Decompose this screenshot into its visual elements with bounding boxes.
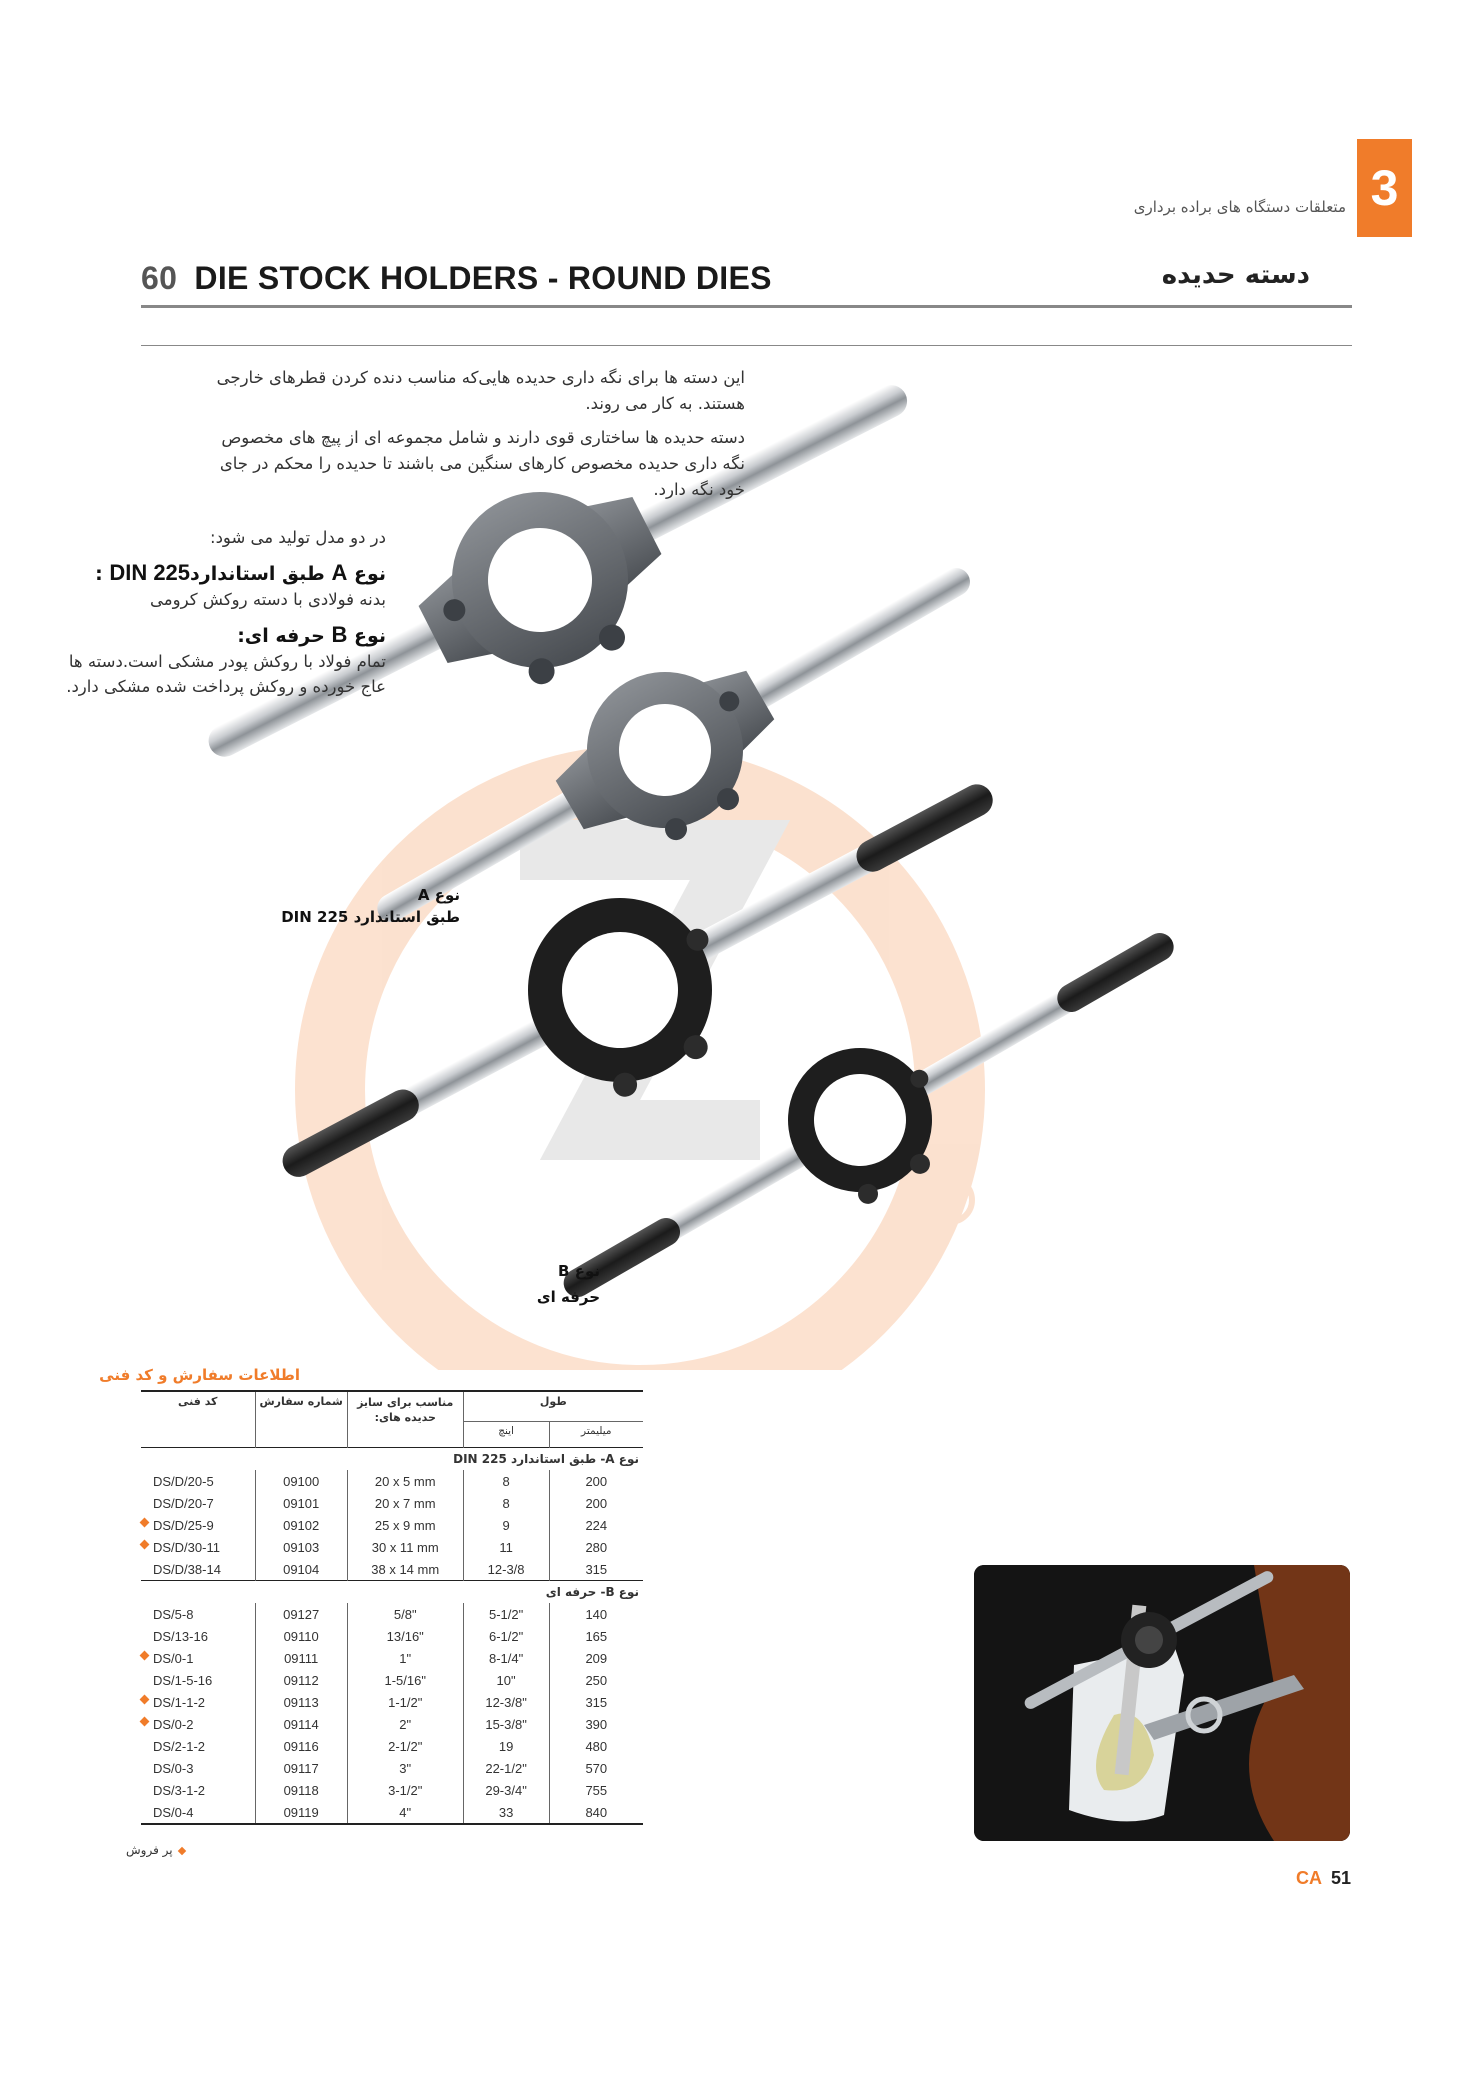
cell-suitable-size [347, 1669, 463, 1691]
cell-length-inch [463, 1713, 549, 1735]
cell-order-number [255, 1713, 347, 1735]
type-b-label: نوع [353, 625, 386, 647]
cell-order-number [255, 1647, 347, 1669]
cell-length-mm [549, 1514, 643, 1536]
cell-length-inch-text: 19 [498, 1738, 514, 1754]
cell-suitable-size [347, 1779, 463, 1801]
group-label-type-b: نوع B- حرفه ای [141, 1581, 643, 1604]
table-row [141, 1470, 643, 1492]
cell-length-mm [549, 1801, 643, 1824]
best-seller-marker-icon [140, 1717, 150, 1727]
cell-suitable-size-text: 1" [399, 1650, 412, 1666]
cell-length-mm-text: 390 [585, 1716, 608, 1732]
cell-code-text: DS/D/30-11 [153, 1539, 220, 1555]
cell-length-mm-text: 224 [585, 1517, 608, 1533]
cell-code [141, 1713, 255, 1735]
cell-code [141, 1536, 255, 1558]
cell-code-text: DS/0-3 [153, 1760, 194, 1776]
cell-order-number [255, 1735, 347, 1757]
type-b-description: تمام فولاد با روکش پودر مشکی است.دسته ها عاج خورده و روکش پرداخت شده مشکی دارد. [66, 652, 386, 696]
cell-length-inch-text: 5-1/2" [488, 1606, 524, 1622]
cell-code-text: DS/1-5-16 [153, 1672, 213, 1688]
header-order-number: شماره سفارش [255, 1391, 347, 1422]
cell-suitable-size-text: 2" [399, 1716, 412, 1732]
cell-length-mm-text: 570 [585, 1760, 608, 1776]
cell-suitable-size [347, 1691, 463, 1713]
cell-length-mm-text: 480 [585, 1738, 608, 1754]
header-length: طول [463, 1391, 643, 1422]
cell-order-number-text: 09117 [283, 1760, 319, 1776]
cell-order-number-text: 09114 [283, 1716, 319, 1732]
cell-length-inch-text: 33 [498, 1804, 514, 1820]
legend-label: پر فروش [126, 1843, 173, 1857]
caption-type-a-line1: نوع A [417, 886, 460, 904]
table-row [141, 1536, 643, 1558]
cell-length-inch [463, 1514, 549, 1536]
cell-suitable-size-text: 2-1/2" [388, 1738, 423, 1754]
type-a-label: نوع [353, 563, 386, 585]
cell-length-mm-text: 280 [585, 1539, 608, 1555]
type-a-description: بدنه فولادی با دسته روکش کرومی [150, 590, 386, 609]
cell-suitable-size-text: 20 x 5 mm [374, 1473, 436, 1489]
table-row [141, 1713, 643, 1735]
type-a-heading [40, 560, 386, 587]
type-a-standard: طبق استاندارد [190, 563, 325, 585]
cell-length-inch [463, 1625, 549, 1647]
cell-length-mm-text: 165 [585, 1628, 608, 1644]
cell-length-mm-text: 250 [585, 1672, 608, 1688]
group-row-type-b [141, 1581, 643, 1604]
best-seller-marker-icon [140, 1695, 150, 1705]
cell-length-inch-text: 6-1/2" [488, 1628, 524, 1644]
type-b-heading [40, 622, 386, 649]
section-number-tab: 3 [1357, 139, 1412, 237]
table-row [141, 1801, 643, 1824]
cell-length-inch-text: 10" [496, 1672, 516, 1688]
cell-code [141, 1558, 255, 1581]
title-english: DIE STOCK HOLDERS - ROUND DIES [194, 260, 772, 296]
cell-suitable-size-text: 5/8" [393, 1606, 417, 1622]
table-row [141, 1735, 643, 1757]
cell-suitable-size [347, 1801, 463, 1824]
cell-code-text: DS/0-2 [153, 1716, 194, 1732]
cell-length-inch-text: 11 [499, 1539, 513, 1555]
cell-order-number-text: 09100 [283, 1473, 320, 1489]
table-row [141, 1625, 643, 1647]
cell-length-inch [463, 1801, 549, 1824]
header-blank-2 [255, 1422, 347, 1448]
cell-code [141, 1625, 255, 1647]
cell-order-number-text: 09119 [283, 1804, 319, 1820]
cell-length-mm [549, 1470, 643, 1492]
caption-type-b-line2: حرفه ای [536, 1288, 600, 1306]
cell-length-inch-text: 8 [502, 1473, 510, 1489]
cell-length-mm [549, 1625, 643, 1647]
cell-length-mm-text: 200 [585, 1473, 608, 1489]
table-header-row [141, 1391, 643, 1422]
cell-length-inch [463, 1647, 549, 1669]
cell-order-number-text: 09101 [283, 1495, 320, 1511]
product-number: 60 [141, 260, 178, 296]
cell-length-inch-text: 9 [502, 1517, 510, 1533]
cell-code-text: DS/D/25-9 [153, 1517, 214, 1533]
cell-code [141, 1801, 255, 1824]
caption-type-a [281, 884, 460, 928]
cell-order-number [255, 1470, 347, 1492]
cell-code-text: DS/5-8 [153, 1606, 194, 1622]
cell-code [141, 1735, 255, 1757]
table-row [141, 1603, 643, 1625]
cell-length-mm-text: 200 [585, 1495, 608, 1511]
section-subtitle: متعلقات دستگاه های براده برداری [1133, 198, 1346, 216]
cell-suitable-size [347, 1735, 463, 1757]
best-seller-marker-icon [140, 1518, 150, 1528]
cell-length-inch [463, 1669, 549, 1691]
cell-code-text: DS/D/20-7 [153, 1495, 214, 1511]
cell-order-number-text: 09127 [283, 1606, 320, 1622]
cell-suitable-size-text: 13/16" [386, 1628, 424, 1644]
cell-length-inch-text: 29-3/4" [485, 1782, 527, 1798]
cell-length-mm [549, 1492, 643, 1514]
cell-code-text: DS/0-1 [153, 1650, 194, 1666]
cell-order-number [255, 1801, 347, 1824]
cell-suitable-size [347, 1647, 463, 1669]
cell-code [141, 1757, 255, 1779]
header-mm: میلیمتر [549, 1422, 643, 1448]
cell-suitable-size-text: 20 x 7 mm [374, 1495, 436, 1511]
cell-length-inch [463, 1779, 549, 1801]
cell-suitable-size-text: 1-5/16" [384, 1672, 426, 1688]
header-blank-1 [141, 1422, 255, 1448]
cell-code [141, 1470, 255, 1492]
page-footer [1296, 1868, 1351, 1889]
cell-suitable-size-text: 25 x 9 mm [374, 1517, 436, 1533]
header-inch: اینچ [463, 1422, 549, 1448]
cell-length-mm-text: 840 [585, 1804, 608, 1820]
cell-code [141, 1647, 255, 1669]
cell-suitable-size [347, 1470, 463, 1492]
table-row [141, 1558, 643, 1581]
cell-length-mm [549, 1647, 643, 1669]
cell-code-text: DS/3-1-2 [153, 1782, 206, 1798]
ordering-table [141, 1390, 643, 1825]
cell-order-number [255, 1536, 347, 1558]
cell-length-mm [549, 1603, 643, 1625]
type-a-din: DIN 225 [109, 560, 191, 585]
header-suitable-for: مناسب برای سایز حدیده های: [347, 1391, 463, 1448]
cell-length-inch-text: 22-1/2" [485, 1760, 527, 1776]
cell-code-text: DS/13-16 [153, 1628, 208, 1644]
title-persian: دسته حدیده [1161, 260, 1310, 290]
best-seller-legend [126, 1843, 185, 1857]
cell-length-mm [549, 1669, 643, 1691]
cell-suitable-size [347, 1536, 463, 1558]
cell-order-number-text: 09102 [283, 1517, 320, 1533]
intro-paragraph-1: این دسته ها برای نگه داری حدیده هایی‌که مناسب دنده کردن قطرهای خارجی هستند. به کار می روند. [216, 368, 745, 413]
cell-suitable-size [347, 1514, 463, 1536]
cell-order-number-text: 09103 [283, 1539, 320, 1555]
table-row [141, 1514, 643, 1536]
cell-length-inch-text: 8 [502, 1495, 510, 1511]
cell-order-number-text: 09104 [283, 1561, 320, 1577]
cell-suitable-size-text: 38 x 14 mm [371, 1561, 440, 1577]
group-label-type-a: نوع A- طبق استاندارد DIN 225 [141, 1448, 643, 1471]
cell-code-text: DS/1-1-2 [153, 1694, 206, 1710]
cell-suitable-size [347, 1492, 463, 1514]
type-a-letter: A [331, 560, 348, 585]
type-a-colon: : [95, 563, 103, 585]
cell-length-inch [463, 1536, 549, 1558]
models-description [40, 525, 386, 699]
cell-length-mm-text: 315 [585, 1561, 608, 1577]
cell-suitable-size [347, 1603, 463, 1625]
header-code: کد فنی [141, 1391, 255, 1422]
table-row [141, 1691, 643, 1713]
cell-code-text: DS/D/38-14 [153, 1561, 221, 1577]
cell-order-number-text: 09112 [283, 1672, 319, 1688]
cell-order-number-text: 09116 [283, 1738, 319, 1754]
best-seller-marker-icon [140, 1651, 150, 1661]
cell-order-number-text: 09110 [283, 1628, 319, 1644]
cell-suitable-size-text: 30 x 11 mm [371, 1539, 439, 1555]
cell-order-number [255, 1492, 347, 1514]
cell-length-mm [549, 1735, 643, 1757]
cell-length-inch [463, 1470, 549, 1492]
cell-order-number [255, 1669, 347, 1691]
table-row [141, 1669, 643, 1691]
footer-prefix: CA [1295, 1868, 1322, 1888]
cell-suitable-size-text: 1-1/2" [388, 1694, 423, 1710]
cell-order-number-text: 09118 [283, 1782, 319, 1798]
title-rule [141, 305, 1352, 308]
cell-length-inch-text: 12-3/8 [487, 1561, 525, 1577]
best-seller-marker-icon [140, 1540, 150, 1550]
cell-suitable-size [347, 1625, 463, 1647]
cell-length-inch [463, 1492, 549, 1514]
type-b-name: حرفه ای: [237, 625, 325, 647]
cell-length-mm [549, 1558, 643, 1581]
cell-order-number [255, 1558, 347, 1581]
table-row [141, 1647, 643, 1669]
best-seller-marker-icon [177, 1846, 185, 1854]
cell-order-number-text: 09113 [283, 1694, 319, 1710]
cell-length-inch [463, 1757, 549, 1779]
cell-length-inch-text: 15-3/8" [485, 1716, 527, 1732]
cell-length-mm [549, 1713, 643, 1735]
cell-suitable-size-text: 3-1/2" [388, 1782, 423, 1798]
table-heading: اطلاعات سفارش و کد فنی [99, 1366, 300, 1384]
cell-length-inch [463, 1735, 549, 1757]
cell-order-number-text: 09111 [284, 1650, 319, 1666]
models-intro: در دو مدل تولید می شود: [210, 528, 386, 547]
cell-length-mm [549, 1691, 643, 1713]
caption-type-a-line2: طبق استاندارد DIN 225 [281, 908, 460, 926]
table-row [141, 1757, 643, 1779]
cell-length-inch [463, 1558, 549, 1581]
cell-code [141, 1514, 255, 1536]
cell-suitable-size [347, 1757, 463, 1779]
cell-order-number [255, 1757, 347, 1779]
group-row-type-a [141, 1448, 643, 1471]
cell-order-number [255, 1779, 347, 1801]
cell-length-mm-text: 755 [585, 1782, 608, 1798]
application-photo [974, 1565, 1350, 1841]
caption-type-b [537, 1258, 600, 1310]
cell-length-inch [463, 1603, 549, 1625]
cell-code [141, 1669, 255, 1691]
cell-suitable-size-text: 3" [399, 1760, 412, 1776]
cell-length-mm-text: 315 [585, 1694, 608, 1710]
cell-code [141, 1779, 255, 1801]
cell-code-text: DS/2-1-2 [153, 1738, 206, 1754]
cell-code [141, 1603, 255, 1625]
cell-suitable-size-text: 4" [399, 1804, 412, 1820]
intro-paragraph-2: دسته حدیده ها ساختاری قوی دارند و شامل مجموعه ای از پیچ های مخصوص نگه داری حدیده مخصوص کارهای سنگین می باشند تا حدیده را محکم در جای خود نگه دارد. [219, 428, 745, 499]
cell-suitable-size [347, 1713, 463, 1735]
table-row [141, 1779, 643, 1801]
cell-length-mm [549, 1757, 643, 1779]
cell-length-inch-text: 12-3/8" [485, 1694, 527, 1710]
cell-length-inch [463, 1691, 549, 1713]
cell-code-text: DS/D/20-5 [153, 1473, 214, 1489]
cell-length-mm-text: 140 [585, 1606, 608, 1622]
page-number: 51 [1330, 1868, 1351, 1888]
intro-text [195, 365, 745, 511]
cell-length-mm-text: 209 [585, 1650, 608, 1666]
cell-length-inch-text: 8-1/4" [488, 1650, 524, 1666]
table-row [141, 1492, 643, 1514]
table-body-type-b [141, 1581, 643, 1825]
type-b-letter: B [331, 622, 348, 647]
cell-length-mm [549, 1779, 643, 1801]
cell-length-mm [549, 1536, 643, 1558]
cell-order-number [255, 1625, 347, 1647]
cell-suitable-size [347, 1558, 463, 1581]
page-title [141, 260, 772, 297]
cell-code [141, 1691, 255, 1713]
cell-order-number [255, 1691, 347, 1713]
caption-type-b-line1: نوع B [558, 1262, 600, 1280]
cell-code-text: DS/0-4 [153, 1804, 194, 1820]
cell-order-number [255, 1514, 347, 1536]
cell-order-number [255, 1603, 347, 1625]
table-body-type-a [141, 1448, 643, 1581]
cell-code [141, 1492, 255, 1514]
